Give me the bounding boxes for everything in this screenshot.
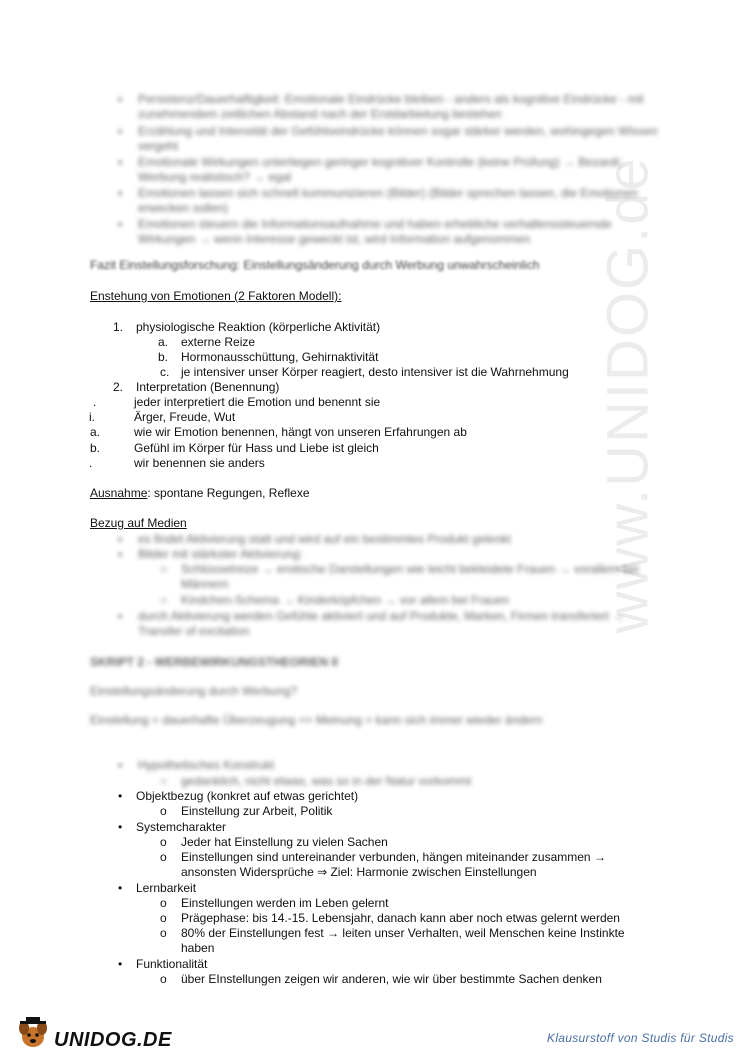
blurred-line: Bilder mit stärkster Aktivierung: <box>138 547 303 561</box>
blurred-line: Emotionen steuern die Informationsaufnahme und haben erhebliche verhaltenssteuernde <box>138 217 612 231</box>
list-item: physiologische Reaktion (körperliche Aktivität) <box>136 320 381 334</box>
blurred-line: Persistenz/Dauerhaftigkeit: Emotionale Eindrücke bleiben - anders als kognitive Eindrücke - mit <box>138 92 644 106</box>
sub-bullet-item: Einstellungen sind untereinander verbunden, hängen miteinander zusammen → <box>181 850 606 864</box>
list-item: Gefühl im Körper für Hass und Liebe ist gleich <box>134 441 379 455</box>
sub-bullet-item: ansonsten Widersprüche ⇒ Ziel: Harmonie zwischen Einstellungen <box>181 865 537 879</box>
list-marker: i. <box>89 410 95 424</box>
blurred-line: Wirkungen → wenn Interesse geweckt ist, wird Information aufgenommen <box>138 232 531 246</box>
list-item: wie wir Emotion benennen, hängt von unseren Erfahrungen ab <box>134 425 467 439</box>
watermark: www.UNIDOG.de <box>595 156 661 634</box>
blurred-skript-heading: SKRIPT 2 - WERBEWIRKUNGSTHEORIEN II <box>90 655 339 669</box>
list-marker: 1. <box>113 320 124 334</box>
sub-bullet-item: Einstellung zur Arbeit, Politik <box>181 804 333 818</box>
blurred-einst-heading: Einstellungsänderung durch Werbung? <box>90 684 298 698</box>
sub-bullet-item: Prägephase: bis 14.-15. Lebensjahr, danach kann aber noch etwas gelernt werden <box>181 911 620 925</box>
list-item: jeder interpretiert die Emotion und benennt sie <box>134 395 381 409</box>
section-heading-medien: Bezug auf Medien <box>90 516 187 530</box>
list-marker: . <box>89 456 93 470</box>
logo-text: UNIDOG.DE <box>54 1029 172 1051</box>
list-item: externe Reize <box>181 335 256 349</box>
ausnahme-line <box>90 486 310 501</box>
blurred-line: Männern <box>181 577 229 591</box>
blurred-line: Hypothetisches Konstrukt <box>138 758 275 772</box>
section-heading-emotionen: Enstehung von Emotionen (2 Faktoren Modell): <box>90 289 342 303</box>
blurred-line: Emotionen lassen sich schnell kommunizieren (Bilder) (Bilder sprechen lassen, die Emotionen <box>138 186 638 200</box>
list-marker: 2. <box>113 380 124 394</box>
blurred-line: es findet Aktivierung statt und wird auf ein bestimmtes Produkt gelenkt <box>138 532 511 546</box>
blurred-line: zunehmendem zeitlichen Abstand nach der Erstdarbietung bestehen <box>138 107 502 121</box>
bullet-item: Systemcharakter <box>136 820 227 834</box>
document-page: www.UNIDOG.de ▪ Persistenz/Dauerhaftigkeit: Emotionale Eindrücke bleiben - anders als kognitive Eindrücke - mit zunehmendem zeitlichen Abstand nach der Erstdarbietung bestehen ▪ Erzählung und Intensität der Gefühlseindrücke können sogar stärker werden, wohingegen Wissen vergeht ▪ Emotionale Wirkungen unterliegen geringer kognitiver Kontrolle (keine Prüfung) → Bezardi: Werbung realistisch? → egal ▪ Emotionen lassen sich schnell kommunizieren (Bilder) (Bilder sprechen lassen, die Emotionen erwecken sollen) ▪ Emotionen steuern die Informationsaufnahme und haben erhebliche verhaltenssteuernde Wirkungen → wenn Interesse geweckt ist, wird Information aufgenommen Fazit Einstellungsforschung: Einstellungsänderung durch Werbung unwahrscheinlich Enstehung von Emotionen (2 Faktoren Modell): 1. physiologische Reaktion (körperliche Aktivität) a. externe Reize b. Hormonausschüttung, Gehirnaktivität c. je intensiver unser Körper reagiert, desto intensiver ist die Wahrnehmung 2. Interpretation (Benennung) . jeder interpretiert die Emotion und benennt sie i. Ärger, Freude, Wut a. wie wir Emotion benennen, hängt von unseren Erfahrungen ab b. Gefühl im Körper für Hass und Liebe ist gleich . wir benennen sie anders Ausnahme: spontane Regungen, Reflexe Bezug auf Medien ▪ es findet Aktivierung statt und wird auf ein bestimmtes Produkt gelenkt ▪ Bilder mit stärkster Aktivierung: ○ Schlüsselreize → erotische Darstellungen wie leicht bekleidete Frauen → vorallem bei Männern ○ Kindchen-Schema → Kinderköpfchen → vor allem bei Frauen ▪ durch Aktivierung werden Gefühle aktiviert und auf Produkte, Marken, Firmen transferiert → Transfer of excitation SKRIPT 2 - WERBEWIRKUNGSTHEORIEN II Einstellungsänderung durch Werbung? Einstellung = dauerhafte Überzeugung => Meinung = kann sich immer wieder ändern ▪ Hypothetisches Konstrukt ○ gedanklich, nicht etwas, was so in der Natur vorkommt • Objektbezug (konkret auf etwas gerichtet) o Einstellung zur Arbeit, Politik • Systemcharakter o Jeder hat Einstellung zu vielen Sachen o Einstellungen sind untereinander verbunden, hängen miteinander zusammen → ansonsten Widersprüche ⇒ Ziel: Harmonie zwischen Einstellungen • Lernbarkeit o Einstellungen werden im Leben gelernt o Prägephase: bis 14.-15. Lebensjahr, danach kann aber noch etwas gelernt werden o 80% der Einstellungen fest → leiten unser Verhalten, weil Menschen keine Instinkte haben • Funktionalität o über EInstellungen zeigen wir anderen, wie wir über bestimmte Sachen denken UNIDOG.DE Klausurstoff von Studis für Studis <box>0 0 750 1059</box>
list-item: je intensiver unser Körper reagiert, desto intensiver ist die Wahrnehmung <box>181 365 569 379</box>
blurred-line: Erzählung und Intensität der Gefühlseindrücke können sogar stärker werden, wohingegen Wissen <box>138 124 658 138</box>
dog-icon <box>14 1017 52 1051</box>
bullet-item: Objektbezug (konkret auf etwas gerichtet) <box>136 789 359 803</box>
list-marker: a. <box>90 425 101 439</box>
list-marker: . <box>93 395 97 409</box>
blurred-line: vergeht <box>138 139 179 153</box>
blurred-line: Transfer of excitation <box>138 624 250 638</box>
ausnahme-text: : spontane Regungen, Reflexe <box>147 486 310 500</box>
blurred-einst-def: Einstellung = dauerhafte Überzeugung => Meinung = kann sich immer wieder ändern <box>90 713 543 727</box>
list-item: wir benennen sie anders <box>134 456 265 470</box>
blurred-line: Kindchen-Schema → Kinderköpfchen → vor allem bei Frauen <box>181 593 510 607</box>
blurred-line: Werbung realistisch? → egal <box>138 170 292 184</box>
footer-slogan: Klausurstoff von Studis für Studis <box>547 1031 734 1045</box>
list-marker: b. <box>158 350 169 364</box>
blurred-line: Schlüsselreize → erotische Darstellungen wie leicht bekleidete Frauen → vorallem bei <box>181 562 639 576</box>
ausnahme-label: Ausnahme <box>90 486 148 500</box>
list-marker: c. <box>160 365 170 379</box>
unidog-logo[interactable] <box>8 1015 172 1053</box>
sub-bullet-item: haben <box>181 941 215 955</box>
sub-bullet-item: Jeder hat Einstellung zu vielen Sachen <box>181 835 388 849</box>
bullet-item: Lernbarkeit <box>136 881 197 895</box>
list-marker: a. <box>158 335 169 349</box>
blurred-line: durch Aktivierung werden Gefühle aktiviert und auf Produkte, Marken, Firmen transferiert → <box>138 609 625 623</box>
fazit-line: Fazit Einstellungsforschung: Einstellungsänderung durch Werbung unwahrscheinlich <box>90 258 540 272</box>
list-item: Hormonausschüttung, Gehirnaktivität <box>181 350 379 364</box>
sub-bullet-item: über EInstellungen zeigen wir anderen, wie wir über bestimmte Sachen denken <box>181 972 602 986</box>
blurred-line: erwecken sollen) <box>138 201 229 215</box>
blurred-line: Emotionale Wirkungen unterliegen geringer kognitiver Kontrolle (keine Prüfung) → Bezardi: <box>138 155 623 169</box>
blurred-line: gedanklich, nicht etwas, was so in der Natur vorkommt <box>181 774 472 788</box>
sub-bullet-item: Einstellungen werden im Leben gelernt <box>181 896 389 910</box>
sub-bullet-item: 80% der Einstellungen fest → leiten unser Verhalten, weil Menschen keine Instinkte <box>181 926 625 940</box>
list-item: Ärger, Freude, Wut <box>134 410 236 424</box>
list-marker: b. <box>90 441 101 455</box>
bullet-item: Funktionalität <box>136 957 208 971</box>
list-item: Interpretation (Benennung) <box>136 380 280 394</box>
